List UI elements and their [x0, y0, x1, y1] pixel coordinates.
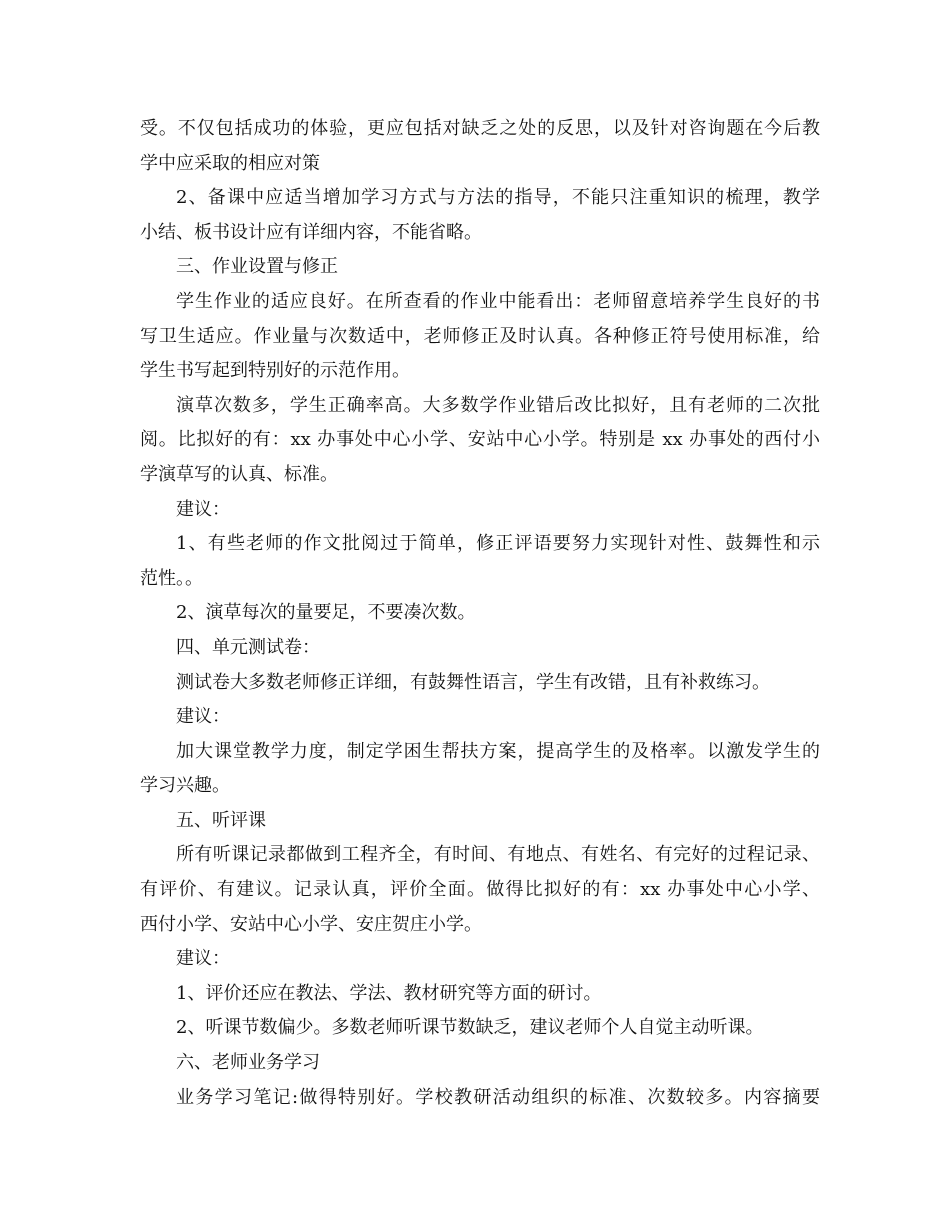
paragraph-line: 阅。比拟好的有：xx 办事处中心小学、安站中心小学。特别是 xx 办事处的西付小 [140, 429, 820, 451]
paragraph-line: 学生作业的适应良好。在所查看的作业中能看出：老师留意培养学生良好的书 [176, 290, 820, 312]
paragraph-line: 学生书写起到特别好的示范作用。 [140, 360, 410, 382]
paragraph-line: 所有听课记录都做到工程齐全，有时间、有地点、有姓名、有完好的过程记录、 [176, 844, 820, 866]
suggestion-label: 建议： [176, 498, 230, 520]
paragraph-line: 写卫生适应。作业量与次数适中，老师修正及时认真。各种修正符号使用标准，给 [140, 325, 820, 347]
section-heading: 五、听评课 [176, 809, 266, 831]
paragraph-line: 学习兴趣。 [140, 775, 230, 797]
paragraph-line: 小结、板书设计应有详细内容，不能省略。 [140, 221, 482, 243]
paragraph-line: 1、有些老师的作文批阅过于简单，修正评语要努力实现针对性、鼓舞性和示 [176, 533, 820, 555]
paragraph-line: 受。不仅包括成功的体验，更应包括对缺乏之处的反思，以及针对咨询题在今后教 [140, 118, 820, 139]
section-heading: 六、老师业务学习 [176, 1052, 320, 1074]
paragraph-line: 2、听课节数偏少。多数老师听课节数缺乏，建议老师个人自觉主动听课。 [176, 1017, 764, 1039]
section-heading: 三、作业设置与修正 [176, 256, 338, 278]
paragraph-line: 1、评价还应在教法、学法、教材研究等方面的研讨。 [176, 982, 602, 1004]
paragraph-line: 有评价、有建议。记录认真，评价全面。做得比拟好的有：xx 办事处中心小学、 [140, 879, 820, 901]
paragraph-line: 学中应采取的相应对策 [140, 152, 320, 174]
section-heading: 四、单元测试卷： [176, 636, 320, 658]
paragraph-line: 演草次数多，学生正确率高。大多数学作业错后改比拟好，且有老师的二次批 [176, 394, 820, 416]
paragraph-line: 业务学习笔记:做得特别好。学校教研活动组织的标准、次数较多。内容摘要 [176, 1086, 820, 1108]
paragraph-line: 2、演草每次的量要足，不要凑次数。 [176, 602, 476, 624]
paragraph-line: 学演草写的认真、标准。 [140, 463, 338, 485]
paragraph-line: 西付小学、安站中心小学、安庄贺庄小学。 [140, 913, 482, 935]
paragraph-line: 测试卷大多数老师修正详细，有鼓舞性语言，学生有改错，且有补救练习。 [176, 671, 770, 693]
paragraph-line: 加大课堂教学力度，制定学困生帮扶方案，提高学生的及格率。以激发学生的 [176, 740, 820, 762]
suggestion-label: 建议： [176, 706, 230, 728]
paragraph-line: 2、备课中应适当增加学习方式与方法的指导，不能只注重知识的梳理，教学 [176, 187, 820, 209]
document-body [140, 112, 820, 1115]
suggestion-label: 建议： [176, 948, 230, 970]
paragraph-line: 范性。。 [140, 567, 203, 589]
